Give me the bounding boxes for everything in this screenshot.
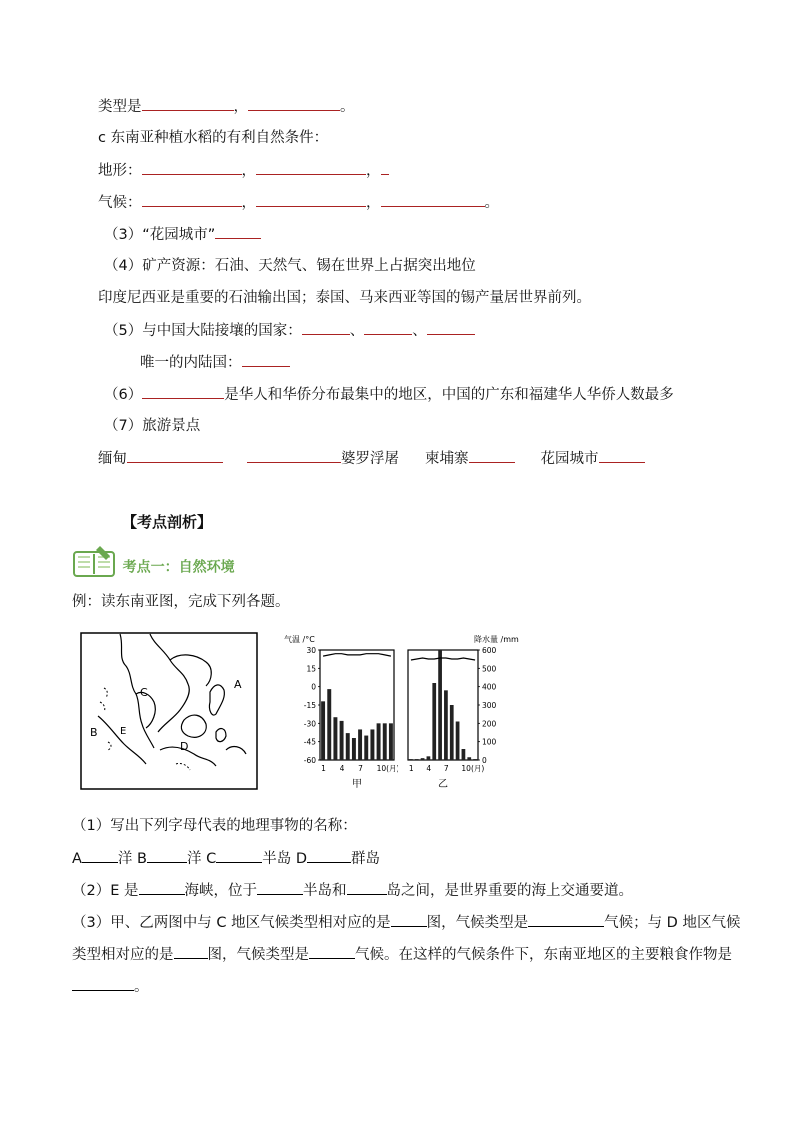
example-q3-line1 [72,912,740,933]
tourism-line [98,448,645,469]
text: 洋 C [186,851,217,867]
q7-line: （7）旅游景点 [104,418,201,434]
answer-blank[interactable] [142,160,242,175]
x-tick-label: 1 [408,764,414,773]
answer-blank[interactable] [142,384,224,399]
text: （3）“花园城市” [104,227,216,243]
temperature-line [323,654,391,656]
text: 柬埔寨 [425,451,469,467]
q6-line [104,384,674,405]
book-pencil-icon [72,544,118,591]
text: 半岛 D [262,851,307,867]
x-tick-label: 4 [426,764,432,773]
bar [352,738,356,760]
text: （5）与中国大陆接壤的国家： [104,323,302,339]
example-intro: 例：读东南亚图，完成下列各题。 [72,594,290,610]
answer-blank[interactable] [381,192,485,207]
text: 、 [412,323,427,339]
bar [346,733,350,760]
bar [427,756,431,760]
y-tick-label: 500 [482,664,497,674]
text: 是华人和华侨分布最集中的地区，中国的广东和福建华人华侨人数最多 [224,387,674,403]
text: ， [366,195,381,211]
y-tick-label: -30 [303,719,316,729]
chart-caption: 甲 [352,779,362,790]
text: （2）E 是 [72,883,139,899]
climate-chart-jia [278,632,398,792]
example-q2 [72,880,633,901]
answer-blank[interactable] [307,848,351,863]
answer-blank[interactable] [142,192,242,207]
x-tick-label: 10(月) [376,764,398,773]
y-tick-label: 0 [311,682,316,692]
answer-blank[interactable] [247,448,341,463]
answer-blank[interactable] [216,848,262,863]
answer-blank[interactable] [242,352,290,367]
answer-blank[interactable] [391,912,427,927]
answer-blank[interactable] [381,160,389,175]
bar [438,650,442,760]
text: 半岛和 [303,883,347,899]
text: 。 [134,979,149,995]
bar [415,759,419,760]
chart-jia-svg [278,632,398,792]
bar [444,690,448,760]
text: ， [233,99,248,115]
bar [389,723,393,760]
y-tick-label: 200 [482,719,497,729]
bar [450,705,454,760]
section-title: 【考点剖析】 [122,513,213,531]
text: 、 [349,323,365,339]
x-tick-label: 4 [339,764,345,773]
plot-frame [408,650,478,760]
answer-blank[interactable] [427,320,475,335]
southeast-asia-map [80,632,258,790]
y-tick-label: 100 [482,737,497,747]
answer-blank[interactable] [142,96,234,111]
example-q1: （1）写出下列字母代表的地理事物的名称： [72,818,357,834]
bar [340,721,344,760]
y-tick-label: 30 [306,646,316,655]
bar [364,736,368,760]
answer-line-climate-type [98,96,355,117]
text: 气候。在这样的气候条件下，东南亚地区的主要粮食作物是 [355,947,732,963]
terrain-line [98,160,389,181]
example-q3-line2 [72,944,732,965]
bar [473,759,477,760]
chart-caption: 乙 [438,779,448,790]
chart-yi-svg [404,632,528,792]
text: ， [241,195,256,211]
x-tick-label: 10(月) [461,764,485,773]
map-label-c: C [140,686,148,699]
text: ， [241,163,256,179]
y-tick-label: 400 [482,682,497,692]
example-q3-line3 [72,976,149,997]
text: 花园城市 [540,451,599,467]
text: 气候： [98,195,142,211]
q5-line [104,320,475,341]
answer-blank[interactable] [256,192,366,207]
text: ， [366,163,381,179]
answer-blank[interactable] [139,880,185,895]
y-tick-label: -15 [303,701,316,710]
answer-blank[interactable] [82,848,118,863]
text: 类型是 [98,99,142,115]
answer-blank[interactable] [347,880,387,895]
answer-blank[interactable] [248,96,340,111]
kd-title: 考点一：自然环境 [122,559,235,576]
answer-blank[interactable] [256,160,366,175]
text: 岛之间，是世界重要的海上交通要道。 [386,883,633,899]
answer-blank[interactable] [257,880,303,895]
answer-blank[interactable] [127,448,223,463]
bar [377,723,381,760]
y-tick-label: 600 [482,646,497,655]
bar [383,723,387,760]
temperature-line [411,658,475,660]
answer-blank[interactable] [147,848,187,863]
q4-line: （4）矿产资源：石油、天然气、锡在世界上占据突出地位 [104,258,476,274]
y-tick-label: 0 [482,756,487,765]
y-tick-label: 15 [306,664,316,674]
answer-blank[interactable] [309,944,355,959]
text: 洋 B [117,851,147,867]
bar [333,717,337,760]
bar [327,689,331,760]
axis-title: 气温 /°C [284,635,315,644]
kd-header [72,544,235,578]
map-label-d: D [180,740,189,753]
answer-blank[interactable] [215,224,261,239]
bar [456,722,460,761]
bar [358,729,362,760]
answer-blank[interactable] [469,448,515,463]
example-q1-answers [72,848,380,869]
text: 类型相对应的是 [72,947,174,963]
y-tick-label: 300 [482,701,497,710]
text: 地形： [98,163,142,179]
map-label-a: A [234,678,242,691]
text: （3）甲、乙两图中与 C 地区气候类型相对应的是 [72,915,391,931]
bar [370,729,374,760]
text: 气候；与 D 地区气候 [604,915,741,931]
climate-chart-yi [404,632,528,792]
q5-inland-line [140,352,290,373]
y-tick-label: -60 [303,756,316,765]
rice-conditions-title: c 东南亚种植水稻的有利自然条件： [98,130,329,146]
answer-blank[interactable] [364,320,412,335]
text: 缅甸 [98,451,127,467]
text: 图，气候类型是 [207,947,309,963]
text: 海峡，位于 [184,883,257,899]
q3-line [104,224,261,245]
answer-blank[interactable] [528,912,604,927]
answer-blank[interactable] [302,320,350,335]
text: 唯一的内陆国： [140,355,242,371]
bar [409,759,413,760]
answer-blank[interactable] [72,976,134,991]
climate-line [98,192,499,213]
text: 。 [340,99,355,115]
q4-detail: 印度尼西亚是重要的石油输出国；泰国、马来西亚等国的锡产量居世界前列。 [98,290,591,306]
x-tick-label: 7 [358,764,363,773]
axis-title: 降水量 /mm [474,635,519,644]
answer-blank[interactable] [599,448,645,463]
text: 婆罗浮屠 [341,451,399,467]
bar [467,757,471,760]
text: 群岛 [351,851,380,867]
text: A [72,851,82,867]
bar [321,701,325,760]
bar [421,758,425,760]
answer-blank[interactable] [174,944,208,959]
x-tick-label: 7 [443,764,449,773]
map-label-b: B [90,726,98,739]
x-tick-label: 1 [321,764,326,773]
y-tick-label: -45 [303,737,316,747]
text: （6） [104,387,143,403]
bar [432,683,436,760]
bar [462,749,466,760]
map-label-e: E [120,726,127,737]
text: 。 [484,195,499,211]
text: 图，气候类型是 [426,915,529,931]
